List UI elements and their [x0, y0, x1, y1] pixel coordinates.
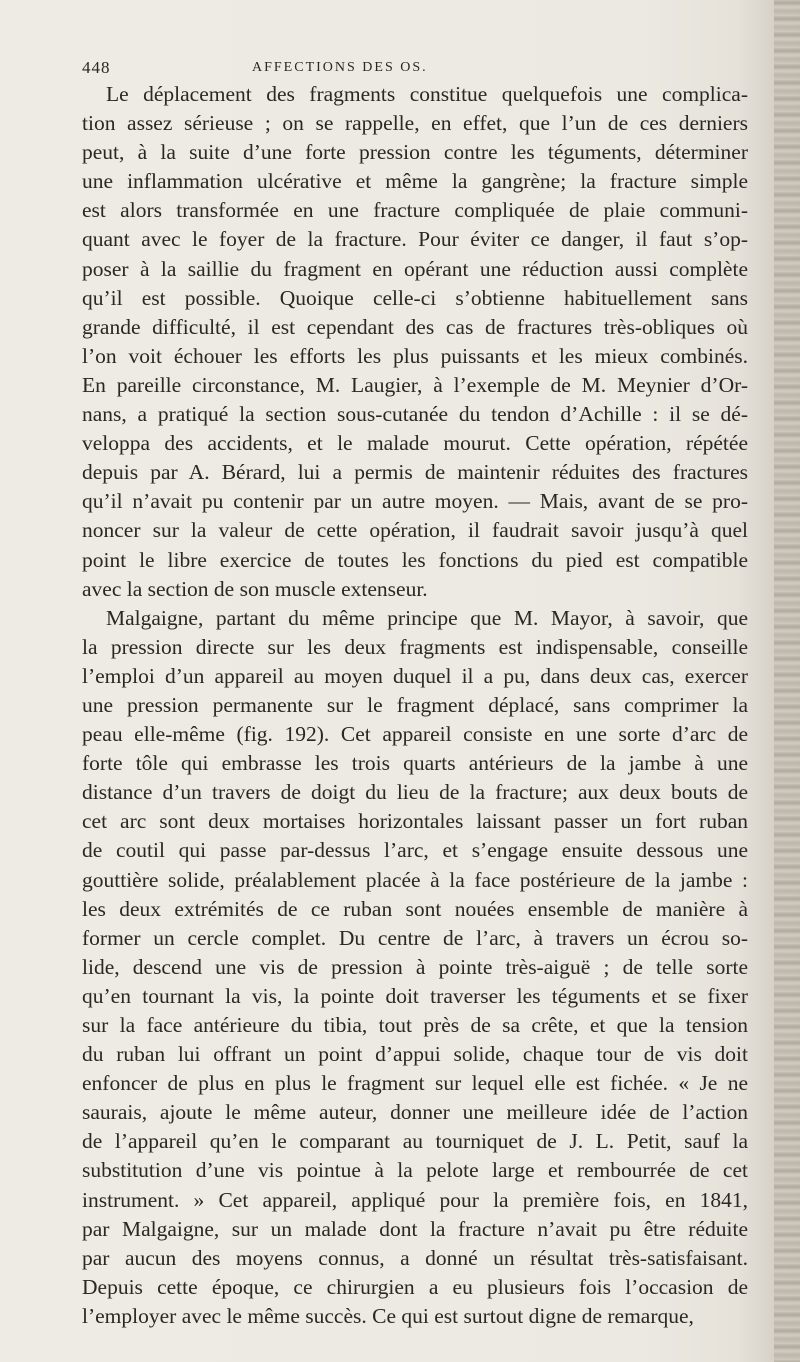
text-line: noncer sur la valeur de cette opération, il faudrait savoir jusqu’à quel	[82, 518, 748, 543]
body-text	[82, 80, 748, 1331]
text-line: veloppa des accidents, et le malade mourut. Cette opération, répétée	[82, 431, 748, 456]
text-line: avec la section de son muscle extenseur.	[82, 576, 428, 601]
text-line: par Malgaigne, sur un malade dont la fracture n’avait pu être réduite	[82, 1216, 748, 1241]
text-line: poser à la saillie du fragment en opérant une réduction aussi complète	[82, 256, 748, 281]
text-line: est alors transformée en une fracture compliquée de plaie communi-	[82, 198, 748, 223]
page-number: 448	[82, 58, 111, 77]
text-line: Depuis cette époque, ce chirurgien a eu plusieurs fois l’occasion de	[82, 1274, 748, 1299]
text-line: instrument. » Cet appareil, appliqué pour la première fois, en 1841,	[82, 1187, 748, 1212]
text-line: l’emploi d’un appareil au moyen duquel il a pu, dans deux cas, exercer	[82, 663, 748, 688]
text-line: gouttière solide, préalablement placée à la face postérieure de la jambe :	[82, 867, 748, 892]
page-binding-edge	[774, 0, 800, 1362]
text-line: substitution d’une vis pointue à la pelote large et rembourrée de cet	[82, 1158, 748, 1183]
text-line: une inflammation ulcérative et même la gangrène; la fracture simple	[82, 169, 748, 194]
text-line: du ruban lui offrant un point d’appui solide, chaque tour de vis doit	[82, 1042, 748, 1067]
text-line: l’on voit échouer les efforts les plus puissants et les mieux combinés.	[82, 343, 748, 368]
page-header	[82, 58, 742, 80]
running-title: AFFECTIONS DES OS.	[252, 60, 428, 75]
text-line: forte tôle qui embrasse les trois quarts antérieurs de la jambe à une	[82, 751, 748, 776]
text-line: Le déplacement des fragments constitue quelquefois une complica-	[106, 82, 748, 106]
text-line: depuis par A. Bérard, lui a permis de maintenir réduites des fractures	[82, 460, 748, 485]
text-line: peau elle-même (fig. 192). Cet appareil consiste en une sorte d’arc de	[82, 722, 748, 747]
text-line: grande difficulté, il est cependant des cas de fractures très-obliques où	[82, 314, 748, 339]
text-line: tion assez sérieuse ; on se rappelle, en effet, que l’un de ces derniers	[82, 111, 748, 136]
text-line: cet arc sont deux mortaises horizontales laissant passer un fort ruban	[82, 809, 748, 834]
text-line: sur la face antérieure du tibia, tout près de sa crête, et que la tension	[82, 1013, 748, 1037]
text-line: par aucun des moyens connus, a donné un résultat très-satisfaisant.	[82, 1245, 748, 1270]
text-line: l’employer avec le même succès. Ce qui est surtout digne de remarque,	[82, 1303, 694, 1328]
text-line: une pression permanente sur le fragment déplacé, sans comprimer la	[82, 692, 748, 717]
text-line: distance d’un travers de doigt du lieu de la fracture; aux deux bouts de	[82, 780, 748, 805]
text-line: former un cercle complet. Du centre de l’arc, à travers un écrou so-	[82, 925, 748, 950]
text-line: nans, a pratiqué la section sous-cutanée du tendon d’Achille : il se dé-	[82, 402, 748, 427]
text-line: qu’en tournant la vis, la pointe doit traverser les téguments et se fixer	[82, 983, 748, 1008]
text-line: Malgaigne, partant du même principe que M. Mayor, à savoir, que	[106, 605, 748, 630]
text-line: En pareille circonstance, M. Laugier, à l’exemple de M. Meynier d’Or-	[82, 372, 748, 397]
text-line: de l’appareil qu’en le comparant au tourniquet de J. L. Petit, sauf la	[82, 1129, 748, 1154]
text-line: lide, descend une vis de pression à pointe très-aiguë ; de telle sorte	[82, 954, 748, 979]
text-line: point le libre exercice de toutes les fonctions du pied est compatible	[82, 547, 748, 572]
text-line: quant avec le foyer de la fracture. Pour éviter ce danger, il faut s’op-	[82, 227, 748, 252]
text-line: peut, à la suite d’une forte pression contre les téguments, déterminer	[82, 140, 748, 165]
text-line: qu’il est possible. Quoique celle-ci s’obtienne habituellement sans	[82, 285, 748, 310]
text-line: saurais, ajoute le même auteur, donner une meilleure idée de l’action	[82, 1100, 748, 1125]
text-line: qu’il n’avait pu contenir par un autre moyen. — Mais, avant de se pro-	[82, 489, 748, 514]
text-line: enfoncer de plus en plus le fragment sur lequel elle est fichée. « Je ne	[82, 1071, 748, 1096]
text-line: de coutil qui passe par-dessus l’arc, et s’engage ensuite dessous une	[82, 838, 748, 863]
text-line: la pression directe sur les deux fragments est indispensable, conseille	[82, 634, 748, 659]
text-line: les deux extrémités de ce ruban sont nouées ensemble de manière à	[82, 896, 748, 921]
